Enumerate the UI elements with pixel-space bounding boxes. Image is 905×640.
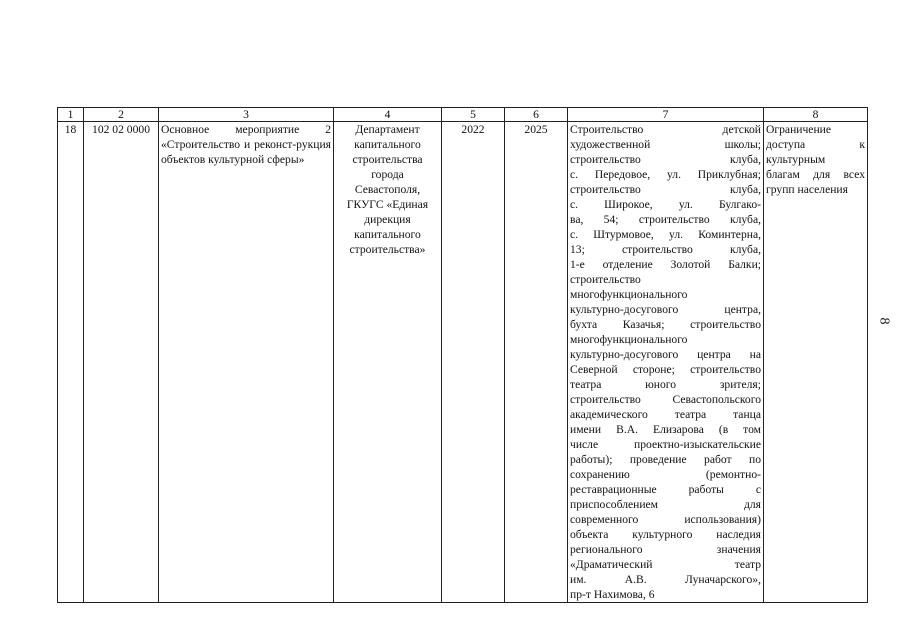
header-col-6: 6	[505, 108, 568, 122]
description-line: числе проектно-изыскательские	[570, 438, 761, 451]
description-line: объекта культурного наследия	[570, 528, 761, 541]
description-line: строительство клуба,	[570, 153, 761, 166]
description-line: «Драматический театр	[570, 558, 761, 571]
executor-line: Департамент	[355, 123, 420, 136]
description-line: регионального значения	[570, 543, 761, 556]
executor-line: капитального	[354, 138, 421, 151]
description-line: пр-т Нахимова, 6	[570, 588, 655, 601]
description-line: ва, 54; строительство клуба,	[570, 213, 761, 226]
start-year: 2022	[442, 122, 505, 603]
table-row	[58, 122, 868, 603]
measure-name: Основное мероприятие 2 «Строительство и реконст-рукция объектов культурной сферы»	[159, 122, 334, 603]
description-line: театра юного зрителя;	[570, 378, 761, 391]
description-line: бухта Казачья; строительство	[570, 318, 761, 331]
header-col-8: 8	[764, 108, 868, 122]
row-number: 18	[58, 122, 84, 603]
description-line: с. Штурмовое, ул. Коминтерна,	[570, 228, 761, 241]
description-line: строительство клуба,	[570, 183, 761, 196]
executor-line: дирекция	[364, 213, 411, 226]
description-line: культурно-досугового центра,	[570, 303, 761, 316]
header-col-2: 2	[84, 108, 159, 122]
description-line: работы); проведение работ по	[570, 453, 761, 466]
end-year: 2025	[505, 122, 568, 603]
description-line: современного использования)	[570, 513, 761, 526]
description-line: приспособлением для	[570, 498, 761, 511]
executor-line: ГКУГС «Единая	[346, 198, 429, 211]
description-line: им. А.В. Луначарского»,	[570, 573, 761, 586]
description-line: 1-е отделение Золотой Балки;	[570, 258, 761, 271]
description-line: многофункционального	[570, 333, 688, 346]
description-line: сохранению (ремонтно-	[570, 468, 761, 481]
header-col-7: 7	[568, 108, 764, 122]
page-number: 8	[876, 317, 892, 325]
description-line: художественной школы;	[570, 138, 761, 151]
executor-line: строительства	[352, 153, 423, 166]
description-line: реставрационные работы с	[570, 483, 761, 496]
executor-line: Севастополя,	[354, 183, 421, 196]
description-line: Строительство детской	[570, 123, 761, 136]
description-line: имени В.А. Елизарова (в том	[570, 423, 761, 436]
description-line: культурно-досугового центра на	[570, 348, 761, 361]
description-cell	[568, 122, 764, 603]
header-col-3: 3	[159, 108, 334, 122]
description-line: строительство	[570, 273, 641, 286]
executor-line: города	[371, 168, 404, 181]
result-line: благам для всех	[766, 168, 865, 181]
header-row	[58, 108, 868, 122]
result-line: групп населения	[766, 183, 848, 196]
description-line: 13; строительство клуба,	[570, 243, 761, 256]
budget-code: 102 02 0000	[84, 122, 159, 603]
result-line: культурным	[766, 153, 826, 166]
header-col-5: 5	[442, 108, 505, 122]
header-col-4: 4	[334, 108, 442, 122]
header-col-1: 1	[58, 108, 84, 122]
result-line: Ограничение	[766, 123, 832, 136]
description-line: многофункционального	[570, 288, 688, 301]
program-table	[57, 107, 868, 603]
description-line: Северной стороне; строительство	[570, 363, 761, 376]
description-line: с. Широкое, ул. Булгако-	[570, 198, 761, 211]
description-line: с. Передовое, ул. Приклубная;	[570, 168, 761, 181]
executor-line: строительства»	[349, 243, 426, 256]
description-line: строительство Севастопольского	[570, 393, 761, 406]
executor-line: капитального	[354, 228, 421, 241]
executor-cell	[334, 122, 442, 603]
result-cell	[764, 122, 868, 603]
description-line: академического театра танца	[570, 408, 761, 421]
result-line: доступа к	[766, 138, 865, 151]
